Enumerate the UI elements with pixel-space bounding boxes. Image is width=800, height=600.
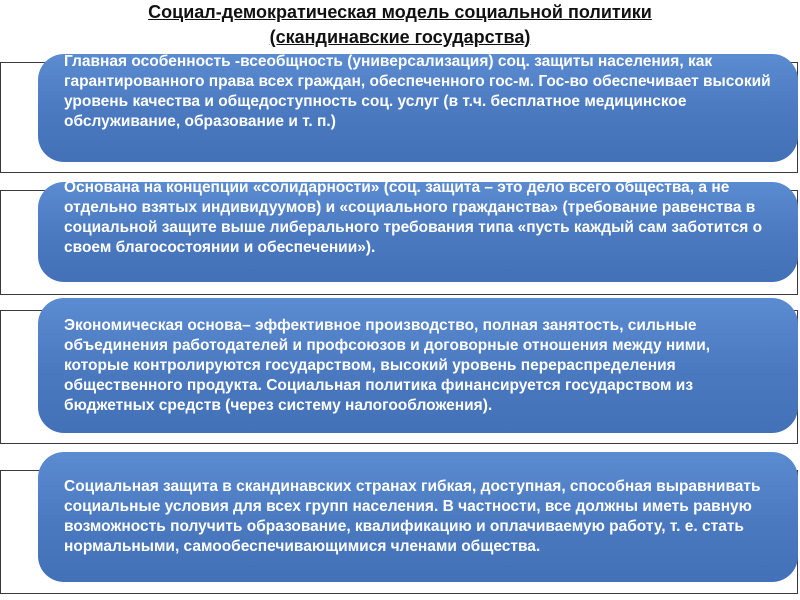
title-line-2: (скандинавские государства) xyxy=(269,27,531,47)
block-2-text: Основана на концепции «солидарности» (соц. защита – это дело всего общества, а не отдельно взятых индивидуумов) и «социального гражданства» (требование равенства в социальной защите выше либерального требования типа «пусть каждый сам заботится о своем благосостоянии и обеспечении»). xyxy=(64,182,763,256)
block-1-text: Главная особенность -всеобщность (универсализация) соц. защиты населения, как гарантированного права всех граждан, обеспеченного гос-м. Гос-во обеспечивает высокий уровень качества и общедоступность соц. услуг (в т.ч. бесплатное медицинское обслуживание, образование и т. п.) xyxy=(64,54,771,130)
block-1-box xyxy=(38,54,798,162)
slide-title xyxy=(0,0,800,50)
title-line-1: Социал-демократическая модель социальной политики xyxy=(148,2,652,22)
block-4-box xyxy=(38,452,798,582)
block-4-text: Социальная защита в скандинавских странах гибкая, доступная, способная выравнивать социальные условия для всех групп населения. В частности, все должны иметь равную возможность получить образование, квалификацию и оплачиваемую работу, т. е. стать нормальными, самообеспечивающимися членами общества. xyxy=(64,478,761,555)
block-3-box xyxy=(38,298,798,433)
block-2-box xyxy=(38,182,798,282)
block-3-text: Экономическая основа– эффективное производство, полная занятость, сильные объединения работодателей и профсоюзов и договорные отношения между ними, которые контролируются государством, высокий уровень перераспределения общественного продукта. Социальная политика финансируется государством из бюджетных средств (через систему налогообложения). xyxy=(64,316,711,414)
